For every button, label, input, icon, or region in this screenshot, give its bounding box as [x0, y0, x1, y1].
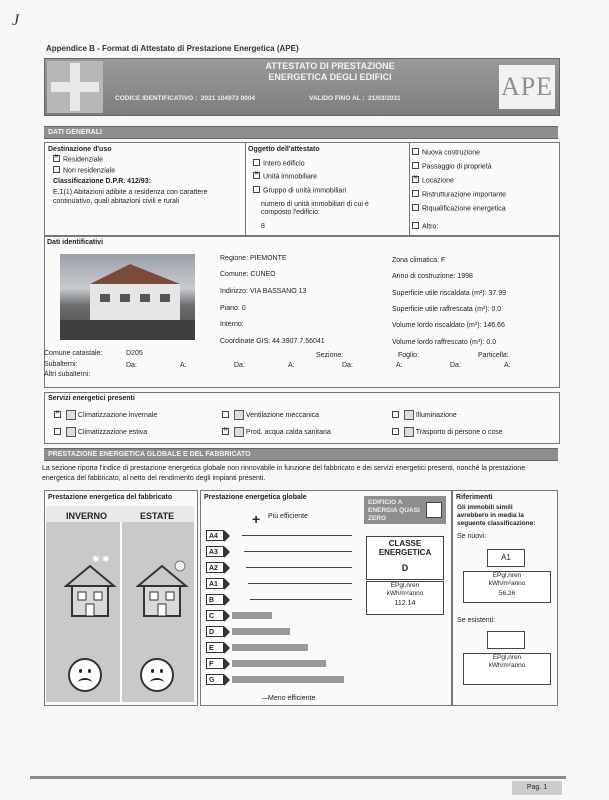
- page-number: Pag. 1: [512, 781, 562, 795]
- ep-label: EPgl,nren: [390, 582, 420, 589]
- energy-class-b: [206, 594, 356, 605]
- energy-class-line: [242, 535, 352, 536]
- servizio-ventilazione[interactable]: Ventilazione meccanica: [222, 410, 319, 420]
- volume-riscaldato: Volume lordo riscaldato (m³): 146.66: [392, 322, 505, 329]
- energy-class-a1: [206, 578, 356, 589]
- checkbox-checked-icon[interactable]: [253, 172, 260, 179]
- heating-icon: [66, 410, 76, 420]
- numero-unita-value: 8: [261, 223, 265, 230]
- comune-catastale-value: D205: [126, 350, 143, 357]
- sad-face-winter-icon: [68, 658, 102, 692]
- fabbricato-title: Prestazione energetica del fabbricato: [48, 494, 173, 501]
- energy-class-a3: [206, 546, 356, 557]
- sad-face-summer-icon: [140, 658, 174, 692]
- checkbox-icon[interactable]: [412, 190, 419, 197]
- energy-class-a2: [206, 562, 356, 573]
- certificate-header: [44, 58, 560, 116]
- classe-label: CLASSE ENERGETICA: [378, 539, 432, 557]
- numero-unita-line1: numero di unità immobiliari di cui è: [261, 201, 369, 208]
- unita-immobiliare-option[interactable]: ✕Unità immobiliare: [253, 173, 317, 180]
- sub-a-1: A:: [180, 362, 187, 369]
- nzeb-checkbox[interactable]: [426, 502, 442, 518]
- e11-line1: E.1(1) Abitazioni adibite a residenza con carattere: [53, 189, 208, 196]
- energy-class-label: A2: [206, 562, 224, 573]
- ep-unit: kWh/m²anno: [386, 590, 424, 597]
- checkbox-icon[interactable]: [392, 428, 399, 435]
- riferimenti-box: [452, 490, 558, 706]
- energy-class-a4: [206, 530, 356, 541]
- energy-class-d: [206, 626, 356, 637]
- checkbox-checked-icon[interactable]: [222, 428, 229, 435]
- anno-costruzione: Anno di costruzione: 1998: [392, 273, 473, 280]
- non-residenziale-option[interactable]: Non residenziale: [53, 167, 115, 174]
- piano: Piano: 0: [220, 305, 246, 312]
- estate-label: ESTATE: [140, 511, 175, 521]
- certificate-title: ATTESTATO DI PRESTAZIONE ENERGETICA DEGLI EDIFICI: [265, 61, 395, 82]
- section-prestazione: PRESTAZIONE ENERGETICA GLOBALE E DEL FABBRICATO: [44, 448, 558, 461]
- classe-value: D: [401, 563, 409, 573]
- nuova-costruzione-option[interactable]: Nuova costruzione: [412, 149, 480, 156]
- riqualificazione-option[interactable]: Riqualificazione energetica: [412, 205, 506, 212]
- globale-title: Prestazione energetica globale: [204, 494, 307, 501]
- superficie-riscaldata: Superficie utile riscaldata (m²): 37.99: [392, 290, 506, 297]
- checkbox-icon[interactable]: [412, 162, 419, 169]
- checkbox-icon[interactable]: [222, 411, 229, 418]
- lighting-icon: [404, 410, 414, 420]
- sub-da-1: Da:: [126, 362, 137, 369]
- energy-class-line: [250, 599, 352, 600]
- house-winter-icon: [62, 554, 118, 622]
- checkbox-checked-icon[interactable]: [54, 411, 61, 418]
- checkbox-icon[interactable]: [253, 186, 260, 193]
- destinazione-label: Destinazione d'uso: [48, 146, 112, 153]
- energy-class-label: F: [206, 658, 224, 669]
- valid-until: VALIDO FINO AL : 21/03/2031: [309, 95, 401, 102]
- esistenti-class: [487, 631, 525, 649]
- energy-class-label: G: [206, 674, 224, 685]
- checkbox-icon[interactable]: [412, 148, 419, 155]
- riferimenti-text: Gli immobili simili avrebbero in media la seguente classificazione:: [457, 504, 536, 527]
- coordinate-gis: Coordinate GIS: 44.3907 7.56041: [220, 338, 325, 345]
- oggetto-label: Oggetto dell'attestato: [248, 146, 320, 153]
- inverno-label: INVERNO: [66, 511, 108, 521]
- nzeb-box: [364, 496, 446, 524]
- energy-class-bar: [232, 612, 272, 619]
- zona-climatica: Zona climatica: F: [392, 257, 446, 264]
- volume-raffrescato: Volume lordo raffrescato (m³): 0.0: [392, 339, 497, 346]
- energy-class-label: A4: [206, 530, 224, 541]
- energy-class-e: [206, 642, 356, 653]
- numero-unita-line2: composto l'edificio:: [261, 209, 320, 216]
- footer-line: [30, 776, 566, 779]
- energy-class-line: [248, 583, 352, 584]
- checkbox-icon[interactable]: [253, 159, 260, 166]
- passaggio-proprieta-option[interactable]: Passaggio di proprietà: [412, 163, 492, 170]
- appendix-title: Appendice B - Format di Attestato di Prestazione Energetica (APE): [46, 44, 299, 53]
- ristrutturazione-option[interactable]: Ristrutturazione importante: [412, 191, 506, 198]
- dati-generali-box: [44, 142, 560, 236]
- energy-class-label: C: [206, 610, 224, 621]
- sub-da-2: Da:: [234, 362, 245, 369]
- comune-catastale-label: Comune catastale:: [44, 350, 103, 357]
- regione: Regione: PIEMONTE: [220, 255, 287, 262]
- energy-class-label: D: [206, 626, 224, 637]
- indirizzo: Indirizzo: VIA BASSANO 13: [220, 288, 307, 295]
- building-photo: [60, 254, 195, 340]
- checkbox-checked-icon[interactable]: [53, 155, 60, 162]
- superficie-raffrescata: Superficie utile raffrescata (m²): 0.0: [392, 306, 502, 313]
- identification-code: CODICE IDENTIFICATIVO : 2021 104973 0004: [115, 95, 256, 102]
- gruppo-unita-option[interactable]: Gruppo di unità immobiliari: [253, 187, 346, 194]
- classe-energetica-box: [366, 536, 444, 580]
- piu-efficiente-label: Più efficiente: [268, 513, 308, 520]
- nuovi-class: A1: [487, 549, 525, 567]
- meno-efficiente-label: Meno efficiente: [268, 695, 316, 702]
- sezione-label: Sezione:: [316, 352, 344, 359]
- nuovi-ep-box: EPgl,nren kWh/m²anno 56.26: [463, 571, 551, 603]
- checkbox-checked-icon[interactable]: [412, 176, 419, 183]
- intero-edificio-option[interactable]: Intero edificio: [253, 160, 305, 167]
- interno: Interno:: [220, 321, 244, 328]
- esistenti-ep-box: EPgl,nren kWh/m²anno: [463, 653, 551, 685]
- dati-identificativi-title: Dati identificativi: [47, 239, 104, 246]
- energy-class-bar: [232, 628, 290, 635]
- altro-option[interactable]: Altro:: [412, 223, 438, 230]
- sub-a-4: A:: [504, 362, 511, 369]
- locazione-option[interactable]: ✕Locazione: [412, 177, 454, 184]
- meno-efficiente-icon: —: [262, 695, 269, 702]
- ventilation-icon: [234, 410, 244, 420]
- ep-box: [366, 581, 444, 615]
- riferimenti-title: Riferimenti: [456, 494, 493, 501]
- energy-class-line: [246, 567, 352, 568]
- energy-class-label: A1: [206, 578, 224, 589]
- se-esistenti-label: Se esistenti:: [457, 617, 496, 624]
- servizio-acqua-calda[interactable]: ✕ Prod. acqua calda sanitaria: [222, 427, 331, 437]
- cross-logo-icon: [47, 61, 103, 113]
- nzeb-label: EDIFICIO A ENERGIA QUASI ZERO: [368, 499, 420, 522]
- sub-da-4: Da:: [450, 362, 461, 369]
- section-dati-generali: DATI GENERALI: [44, 126, 558, 139]
- servizio-clim-estiva[interactable]: Climatizzazione estiva: [54, 427, 147, 437]
- servizi-title: Servizi energetici presenti: [48, 395, 135, 402]
- sub-da-3: Da:: [342, 362, 353, 369]
- classificazione-label: Classificazione D.P.R. 412/93:: [53, 178, 151, 185]
- ep-value: 112.14: [394, 600, 416, 607]
- altri-subalterni-label: Altri subalterni:: [44, 371, 91, 378]
- transport-icon: [404, 427, 414, 437]
- sub-a-3: A:: [396, 362, 403, 369]
- comune: Comune: CUNEO: [220, 271, 276, 278]
- checkbox-icon[interactable]: [54, 428, 61, 435]
- checkbox-icon[interactable]: [53, 166, 60, 173]
- e11-line2: continuativo, quali abitazioni civili e rurali: [53, 198, 180, 205]
- sub-a-2: A:: [288, 362, 295, 369]
- energy-class-bar: [232, 676, 344, 683]
- foglio-label: Foglio:: [398, 352, 420, 359]
- energy-class-g: [206, 674, 356, 685]
- checkbox-icon[interactable]: [412, 222, 419, 229]
- subalterni-label: Subalterni:: [44, 361, 78, 368]
- handwritten-mark: J: [12, 12, 20, 29]
- energy-class-f: [206, 658, 356, 669]
- hot-water-icon: [234, 427, 244, 437]
- energy-classes: [206, 530, 356, 690]
- energy-class-label: E: [206, 642, 224, 653]
- checkbox-icon[interactable]: [412, 204, 419, 211]
- servizio-illuminazione[interactable]: Illuminazione: [392, 410, 457, 420]
- servizio-clim-invernale[interactable]: ✕ Climatizzazione invernale: [54, 410, 157, 420]
- ape-logo: APE: [499, 65, 555, 109]
- servizio-trasporto[interactable]: Trasporto di persone o cose: [392, 427, 503, 437]
- energy-class-bar: [232, 660, 326, 667]
- energy-class-c: [206, 610, 356, 621]
- house-summer-icon: [134, 560, 190, 622]
- plus-icon: +: [252, 511, 261, 527]
- se-nuovi-label: Se nuovi:: [457, 533, 487, 540]
- energy-class-label: B: [206, 594, 224, 605]
- checkbox-icon[interactable]: [392, 411, 399, 418]
- svg-text:✱ ✱: ✱ ✱: [92, 554, 110, 564]
- prestazione-description: La sezione riporta l'indice di prestazione energetica globale non rinnovabile in funzione del fabbricato e dei servizi energetici presenti, nonché la prestazione energetica del fabbricato, al netto del rendimento degli impianti presenti.: [42, 465, 526, 482]
- energy-class-line: [244, 551, 352, 552]
- energy-class-label: A3: [206, 546, 224, 557]
- energy-class-bar: [232, 644, 308, 651]
- cooling-icon: [66, 427, 76, 437]
- residenziale-option[interactable]: ✕Residenziale: [53, 156, 103, 163]
- particella-label: Particella:: [478, 352, 509, 359]
